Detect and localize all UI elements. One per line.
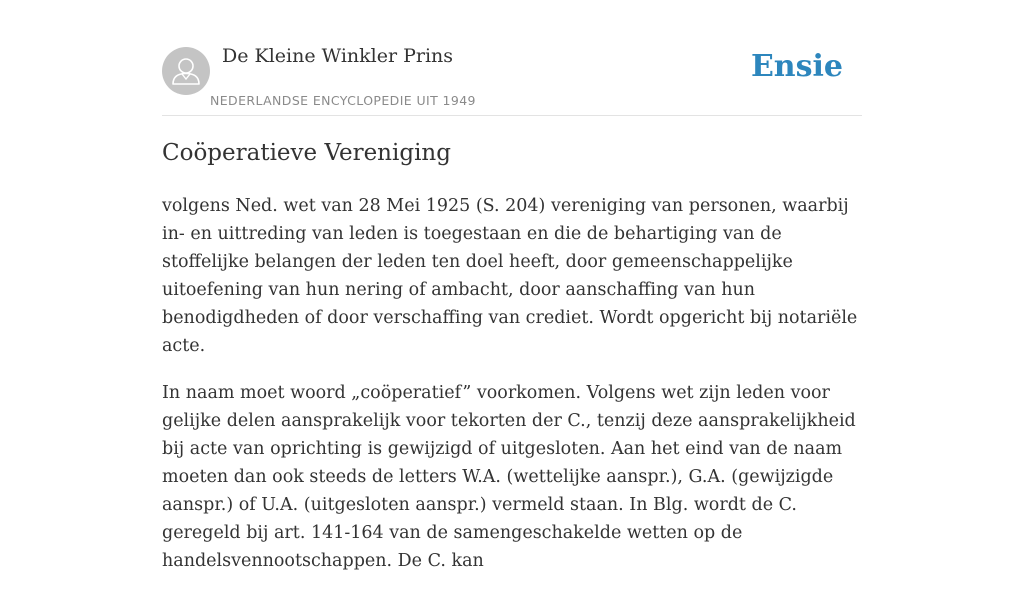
- article-paragraph: In naam moet woord „coöperatief” voorkomen. Volgens wet zijn leden voor gelijke delen aansprakelijk voor tekorten der C., tenzij deze aansprakelijkheid bij acte van oprichting is gewijzigd of uitgesloten. Aan het eind van de naam moeten dan ook steeds de letters W.A. (wettelijke aanspr.), G.A. (gewijzigde aanspr.) of U.A. (uitgesloten aanspr.) vermeld staan. In Blg. wordt de C. geregeld bij art. 141-164 van de samengeschakelde wetten op de handelsvennootschappen. De C. kan: [162, 383, 856, 571]
- article-paragraph: volgens Ned. wet van 28 Mei 1925 (S. 204) vereniging van personen, waarbij in- en uittreding van leden is toegestaan en die de behartiging van de stoffelijke belangen der leden ten doel heeft, door gemeenschappelijke uitoefening van hun nering of ambacht, door aanschaffing van hun benodigdheden of door verschaffing van crediet. Wordt opgericht bij notariële acte.: [162, 196, 858, 356]
- author-name-link[interactable]: De Kleine Winkler Prins: [222, 45, 454, 67]
- user-placeholder-icon[interactable]: [162, 47, 210, 95]
- ensie-logo-link[interactable]: Ensie: [750, 49, 843, 84]
- article-title: Coöperatieve Vereniging: [162, 140, 451, 166]
- site-header: [162, 0, 862, 116]
- encyclopedia-subtitle: NEDERLANDSE ENCYCLOPEDIE UIT 1949: [210, 93, 476, 108]
- article-body: [162, 192, 868, 594]
